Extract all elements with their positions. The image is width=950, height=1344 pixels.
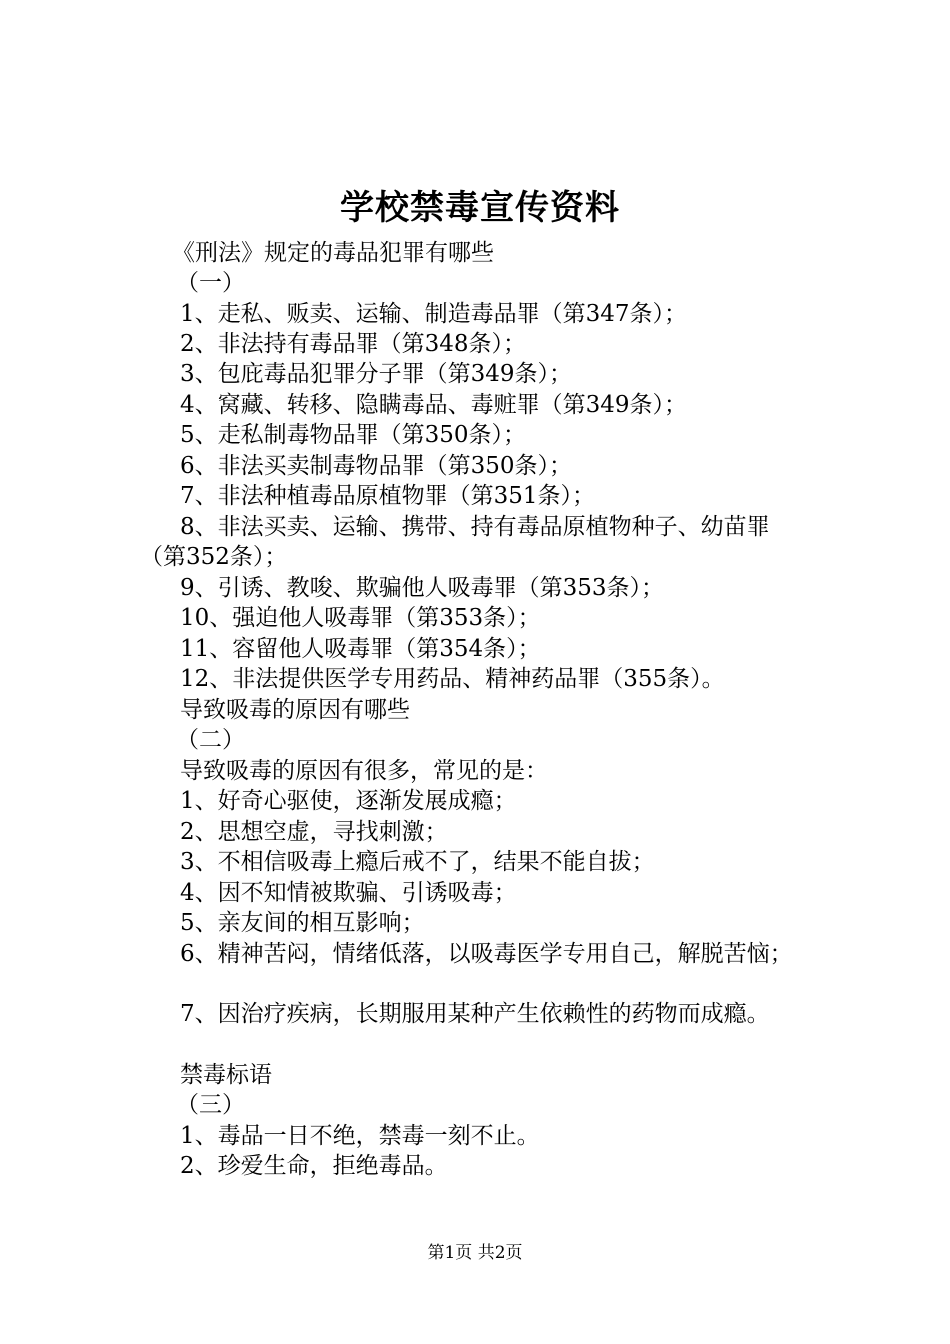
section-heading-criminal-law: 《刑法》规定的毒品犯罪有哪些 (172, 240, 494, 266)
list-item: 1、好奇心驱使，逐渐发展成瘾； (180, 788, 517, 814)
list-item: 4、因不知情被欺骗、引诱吸毒； (180, 880, 517, 906)
list-item: 9、引诱、教唆、欺骗他人吸毒罪（第353条）； (180, 575, 665, 601)
document-title: 学校禁毒宣传资料 (340, 188, 620, 228)
list-item: 8、非法买卖、运输、携带、持有毒品原植物种子、幼苗罪 (180, 514, 770, 540)
page-footer: 第1页 共2页 (427, 1243, 523, 1263)
list-item: 3、包庇毒品犯罪分子罪（第349条）； (180, 361, 573, 387)
list-item: 5、走私制毒物品罪（第350条）； (180, 422, 527, 448)
list-item: 2、珍爱生命，拒绝毒品。 (180, 1153, 448, 1179)
list-item: 6、精神苦闷，情绪低落，以吸毒医学专用自己，解脱苦恼； (180, 941, 793, 967)
list-item: 1、走私、贩卖、运输、制造毒品罪（第347条）； (180, 301, 688, 327)
list-item: 4、窝藏、转移、隐瞒毒品、毒赃罪（第349条）； (180, 392, 688, 418)
list-item: 7、因治疗疾病，长期服用某种产生依赖性的药物而成瘾。 (180, 1001, 770, 1027)
list-item: 12、非法提供医学专用药品、精神药品罪（355条）。 (180, 666, 725, 692)
section-heading-causes: 导致吸毒的原因有哪些 (180, 697, 410, 723)
section-number-1: （一） (176, 270, 245, 296)
list-item: 2、思想空虚，寻找刺激； (180, 819, 448, 845)
list-item-continuation: （第352条）； (140, 544, 288, 570)
section-heading-slogans: 禁毒标语 (180, 1062, 272, 1088)
section-number-3: （三） (176, 1092, 245, 1118)
list-item: 5、亲友间的相互影响； (180, 910, 425, 936)
list-item: 2、非法持有毒品罪（第348条）； (180, 331, 527, 357)
section-intro: 导致吸毒的原因有很多，常见的是： (180, 758, 548, 784)
list-item: 6、非法买卖制毒物品罪（第350条）； (180, 453, 573, 479)
list-item: 1、毒品一日不绝，禁毒一刻不止。 (180, 1123, 540, 1149)
list-item: 10、强迫他人吸毒罪（第353条）； (180, 605, 541, 631)
list-item: 11、容留他人吸毒罪（第354条）； (180, 636, 541, 662)
section-number-2: （二） (176, 727, 245, 753)
list-item: 3、不相信吸毒上瘾后戒不了，结果不能自拔； (180, 849, 655, 875)
list-item: 7、非法种植毒品原植物罪（第351条）； (180, 483, 596, 509)
